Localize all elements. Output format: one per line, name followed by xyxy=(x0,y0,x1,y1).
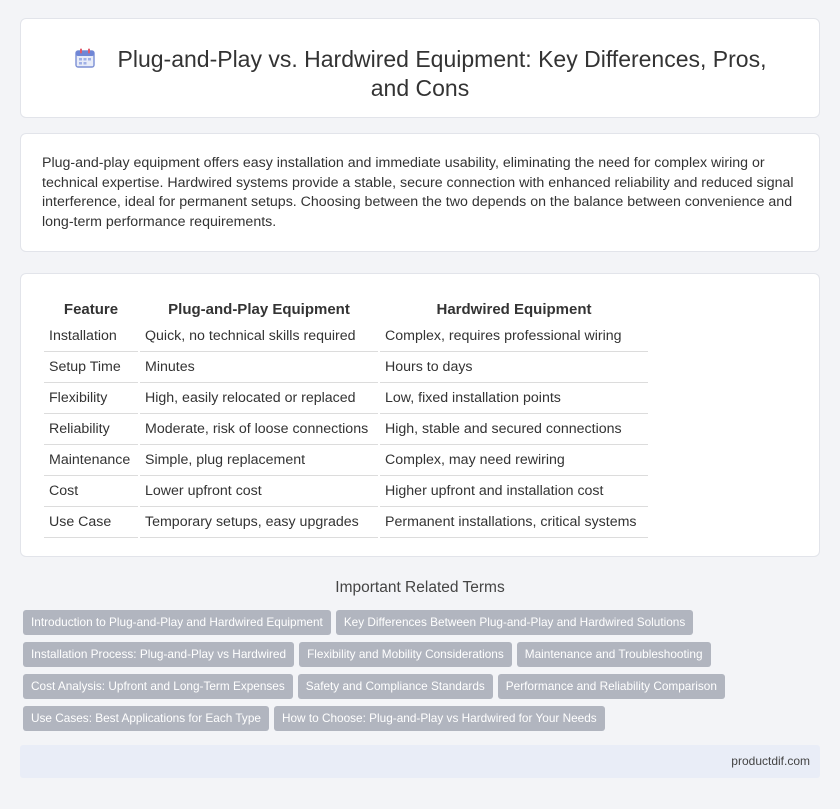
plug-and-play-cell: Minutes xyxy=(140,352,378,383)
related-term-tag[interactable]: Maintenance and Troubleshooting xyxy=(517,642,711,667)
related-term-tag[interactable]: How to Choose: Plug-and-Play vs Hardwired for Your Needs xyxy=(274,706,605,731)
footer-bar xyxy=(20,745,820,778)
related-term-tag[interactable]: Installation Process: Plug-and-Play vs Hardwired xyxy=(23,642,294,667)
plug-and-play-cell: Moderate, risk of loose connections xyxy=(140,414,378,445)
header-feature: Feature xyxy=(63,301,119,318)
related-term-tag[interactable]: Performance and Reliability Comparison xyxy=(498,674,725,699)
related-terms-title: Important Related Terms xyxy=(335,579,505,596)
page-title: Plug-and-Play vs. Hardwired Equipment: Key Differences, Pros, and Cons xyxy=(117,46,767,101)
related-term-tag[interactable]: Key Differences Between Plug-and-Play and Hardwired Solutions xyxy=(336,610,693,635)
related-term-tag[interactable]: Cost Analysis: Upfront and Long-Term Expenses xyxy=(23,674,293,699)
title-card xyxy=(20,18,820,118)
table-row xyxy=(44,321,648,352)
hardwired-cell: Higher upfront and installation cost xyxy=(380,476,648,507)
page-title-wrap xyxy=(21,45,819,103)
feature-cell: Cost xyxy=(44,476,138,507)
header-plug-and-play: Plug-and-Play Equipment xyxy=(168,301,350,318)
header-hardwired: Hardwired Equipment xyxy=(436,301,592,318)
hardwired-cell: Hours to days xyxy=(380,352,648,383)
comparison-card xyxy=(20,273,820,557)
tag-row xyxy=(23,610,783,642)
feature-cell: Flexibility xyxy=(44,383,138,414)
plug-and-play-cell: Quick, no technical skills required xyxy=(140,321,378,352)
tag-row xyxy=(23,674,783,706)
related-term-tag[interactable]: Introduction to Plug-and-Play and Hardwired Equipment xyxy=(23,610,331,635)
table-row xyxy=(44,352,648,383)
hardwired-cell: Complex, requires professional wiring xyxy=(380,321,648,352)
plug-and-play-cell: Temporary setups, easy upgrades xyxy=(140,507,378,538)
related-terms-list xyxy=(23,610,783,738)
feature-cell: Reliability xyxy=(44,414,138,445)
feature-cell: Maintenance xyxy=(44,445,138,476)
table-row xyxy=(44,414,648,445)
related-term-tag[interactable]: Safety and Compliance Standards xyxy=(298,674,493,699)
plug-and-play-cell: High, easily relocated or replaced xyxy=(140,383,378,414)
table-header-row xyxy=(44,294,648,321)
table-row xyxy=(44,476,648,507)
plug-and-play-cell: Lower upfront cost xyxy=(140,476,378,507)
tag-row xyxy=(23,706,783,738)
tag-row xyxy=(23,642,783,674)
feature-cell: Setup Time xyxy=(44,352,138,383)
hardwired-cell: Permanent installations, critical systems xyxy=(380,507,648,538)
table-row xyxy=(44,445,648,476)
related-term-tag[interactable]: Use Cases: Best Applications for Each Type xyxy=(23,706,269,731)
hardwired-cell: Low, fixed installation points xyxy=(380,383,648,414)
intro-card xyxy=(20,133,820,252)
comparison-table xyxy=(42,294,650,538)
feature-cell: Use Case xyxy=(44,507,138,538)
feature-cell: Installation xyxy=(44,321,138,352)
table-row xyxy=(44,507,648,538)
footer-site[interactable]: productdif.com xyxy=(731,754,810,768)
plug-and-play-cell: Simple, plug replacement xyxy=(140,445,378,476)
related-term-tag[interactable]: Flexibility and Mobility Considerations xyxy=(299,642,512,667)
calendar-icon xyxy=(74,47,96,69)
intro-paragraph: Plug-and-play equipment offers easy installation and immediate usability, eliminating the need for complex wiring or technical expertise. Hardwired systems provide a stable, secure connection with enhanced reliability and reduced signal interference, ideal for permanent setups. Choosing between the two depends on the balance between convenience and long-term performance requirements. xyxy=(42,155,794,230)
hardwired-cell: High, stable and secured connections xyxy=(380,414,648,445)
table-row xyxy=(44,383,648,414)
hardwired-cell: Complex, may need rewiring xyxy=(380,445,648,476)
